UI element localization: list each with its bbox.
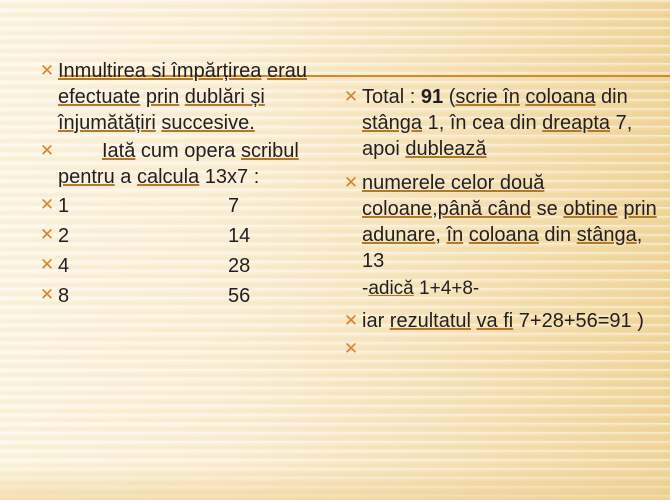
text-run: în [446, 224, 464, 246]
paragraph-sum-decomposition [362, 276, 660, 302]
cross-bullet-icon: ✕ [39, 141, 55, 161]
cross-bullet-icon: ✕ [39, 285, 55, 305]
table-cell-left: 8 [58, 285, 70, 307]
paragraph-doubling [362, 170, 660, 274]
text-run: adunare [362, 224, 436, 246]
left-content-column [36, 58, 336, 312]
table-row[interactable] [36, 252, 336, 280]
cross-bullet-icon: ✕ [343, 173, 359, 193]
text-run: cea din [472, 112, 537, 134]
text-run: erau efectuate [58, 60, 307, 108]
text-run: coloana [468, 224, 539, 246]
cross-bullet-icon: ✕ [39, 225, 55, 245]
table-cell-right: 28 [228, 255, 251, 277]
text-run: din [601, 86, 628, 108]
table-row[interactable] [36, 222, 336, 250]
text-run: numerele celor două [362, 172, 545, 194]
text-run: 13x7 : [204, 166, 260, 188]
text-run: , 13 [362, 224, 643, 272]
total-value: 91 [420, 86, 444, 108]
text-run: Iată [102, 140, 136, 162]
text-run: stânga [576, 224, 637, 246]
text-run: succesive. [161, 112, 255, 134]
text-run: 1+4+8- [413, 278, 480, 299]
text-run: 7, apoi [362, 112, 633, 160]
text-run: coloane [362, 198, 433, 220]
list-item-empty[interactable] [340, 336, 660, 362]
table-cell-left: 2 [58, 225, 70, 247]
text-run: pentru [58, 166, 115, 188]
table-cell-left: 1 [58, 195, 70, 217]
table-row[interactable] [36, 192, 336, 220]
cross-bullet-icon: ✕ [39, 255, 55, 275]
text-run: prin [623, 198, 657, 220]
table-cell-left: 4 [58, 255, 70, 277]
table-row-content [58, 282, 336, 310]
list-item[interactable] [340, 84, 660, 162]
paragraph-result [362, 308, 660, 334]
text-run: stânga [362, 112, 423, 134]
table-cell-right: 14 [228, 225, 251, 247]
cross-bullet-icon: ✕ [343, 339, 359, 359]
text-run: până când [437, 198, 532, 220]
table-row-content [58, 252, 336, 280]
table-row[interactable] [36, 282, 336, 310]
list-item[interactable] [340, 170, 660, 274]
right-content-column [340, 84, 660, 364]
paragraph-example [58, 138, 336, 190]
text-run: Total : [362, 86, 421, 108]
text-run: dublează [405, 138, 487, 160]
text-run: , [432, 198, 438, 220]
cross-bullet-icon: ✕ [39, 61, 55, 81]
text-run: adică [368, 278, 414, 299]
table-row-content [58, 192, 336, 220]
paragraph-total [362, 84, 660, 162]
table-cell-right: 56 [228, 285, 251, 307]
text-run: se [531, 198, 558, 220]
paragraph-intro [58, 58, 336, 136]
table-row-content [58, 222, 336, 250]
text-run: calcula [136, 166, 200, 188]
text-run: coloana [525, 86, 596, 108]
table-cell-right: 7 [228, 195, 240, 217]
cross-bullet-icon: ✕ [39, 195, 55, 215]
text-run: iar [362, 310, 385, 332]
cross-bullet-icon: ✕ [343, 311, 359, 331]
text-run: a [120, 166, 132, 188]
text-run: dreapta [542, 112, 611, 134]
text-run: - [362, 278, 369, 299]
text-run: va fi [476, 310, 514, 332]
text-run: cum opera [140, 140, 236, 162]
list-item[interactable] [340, 308, 660, 334]
text-run: obtine [563, 198, 618, 220]
text-run: 1, în [427, 112, 467, 134]
list-item[interactable] [36, 138, 336, 190]
text-run: prin [145, 86, 180, 108]
text-run: scribul [240, 140, 299, 162]
text-run: Inmultirea si împărțirea [58, 60, 262, 82]
cross-bullet-icon: ✕ [343, 87, 359, 107]
text-run: 7+28+56=91 ) [518, 310, 644, 332]
text-run: scrie în [455, 86, 520, 108]
text-run: ( [443, 86, 456, 108]
list-item[interactable] [36, 58, 336, 136]
text-run: , [435, 224, 441, 246]
text-run: dublări și înjumătățiri [58, 86, 265, 134]
text-run: din [544, 224, 572, 246]
text-run: rezultatul [389, 310, 471, 332]
